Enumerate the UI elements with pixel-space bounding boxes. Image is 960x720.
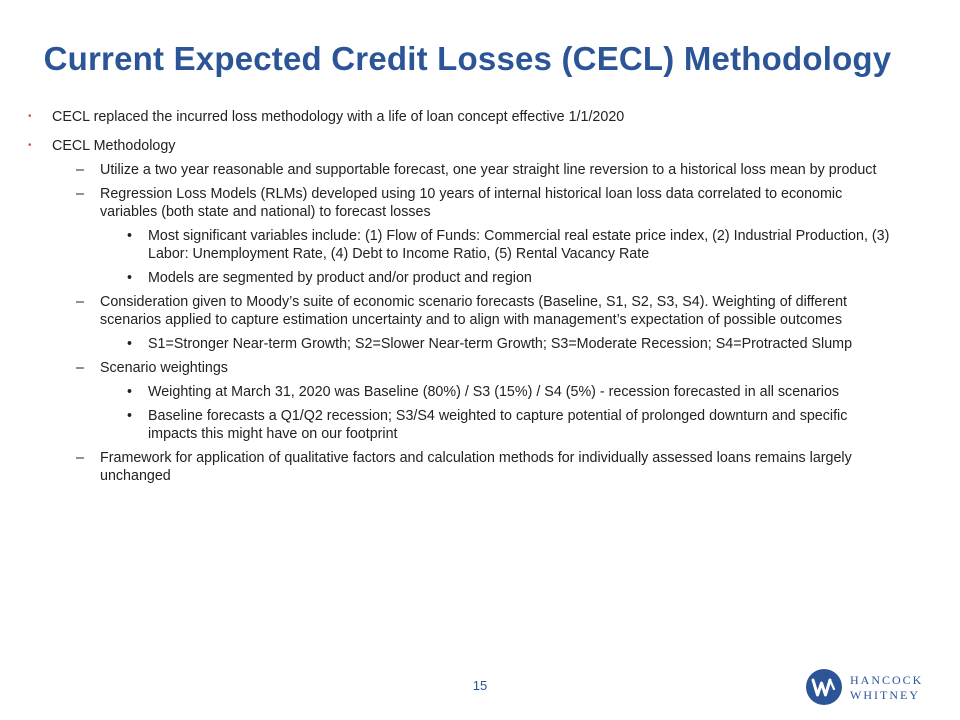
bullet-text: S1=Stronger Near-term Growth; S2=Slower Near-term Growth; S3=Moderate Recession; S4=Protracted Slump (148, 336, 853, 352)
list-item (0, 449, 900, 485)
dash-marker: – (76, 450, 84, 466)
hancock-whitney-logo-icon (806, 669, 842, 705)
list-item (0, 227, 893, 263)
bullet-text: Consideration given to Moody’s suite of economic scenario forecasts (Baseline, S1, S2, S3, S4). Weighting of different scenarios applied to capture estimation uncertainty and to align with management’s expectation of possible outcomes (100, 294, 848, 328)
list-item (0, 293, 900, 329)
logo-wordmark (850, 673, 923, 703)
bullet-text: Most significant variables include: (1) Flow of Funds: Commercial real estate price index, (2) Industrial Production, (3) Labor: Unemployment Rate, (4) Debt to Income Ratio, (5) Rental Vacancy Rate (148, 228, 890, 262)
list-item (0, 137, 912, 155)
bullet-text: Models are segmented by product and/or product and region (148, 270, 532, 286)
dash-marker: – (76, 294, 84, 310)
bullet-text: CECL Methodology (52, 138, 176, 154)
dash-marker: – (76, 360, 84, 376)
bullet-list (0, 108, 960, 491)
logo-line-2: WHITNEY (850, 688, 920, 702)
bullet-marker: • (127, 384, 133, 400)
list-item (0, 407, 893, 443)
list-item (0, 269, 893, 287)
bullet-text: Utilize a two year reasonable and supportable forecast, one year straight line reversion to a historical loss mean by product (100, 162, 877, 178)
page-title: Current Expected Credit Losses (CECL) Methodology (43, 40, 892, 77)
dash-marker: – (76, 186, 84, 202)
bullet-marker: • (28, 140, 32, 151)
bullet-text: Weighting at March 31, 2020 was Baseline (80%) / S3 (15%) / S4 (5%) - recession forecasted in all scenarios (148, 384, 840, 400)
company-logo (806, 668, 946, 710)
dash-marker: – (76, 162, 84, 178)
bullet-text: Framework for application of qualitative factors and calculation methods for individually assessed loans remains largely unchanged (100, 450, 852, 484)
list-item (0, 335, 893, 353)
bullet-marker: • (28, 111, 32, 122)
page-number: 15 (472, 678, 488, 693)
bullet-marker: • (127, 270, 133, 286)
bullet-marker: • (127, 228, 133, 244)
list-item (0, 161, 900, 179)
bullet-text: Baseline forecasts a Q1/Q2 recession; S3/S4 weighted to capture potential of prolonged downturn and specific impacts this might have on our footprint (148, 408, 848, 442)
bullet-marker: • (127, 336, 133, 352)
bullet-marker: • (127, 408, 133, 424)
bullet-text: CECL replaced the incurred loss methodology with a life of loan concept effective 1/1/2020 (52, 109, 625, 125)
list-item (0, 383, 893, 401)
logo-line-1: HANCOCK (850, 673, 924, 687)
list-item (0, 359, 900, 377)
bullet-text: Scenario weightings (100, 360, 228, 376)
list-item (0, 108, 912, 126)
list-item (0, 185, 900, 221)
bullet-text: Regression Loss Models (RLMs) developed using 10 years of internal historical loan loss data correlated to economic variables (both state and national) to forecast losses (100, 186, 843, 220)
